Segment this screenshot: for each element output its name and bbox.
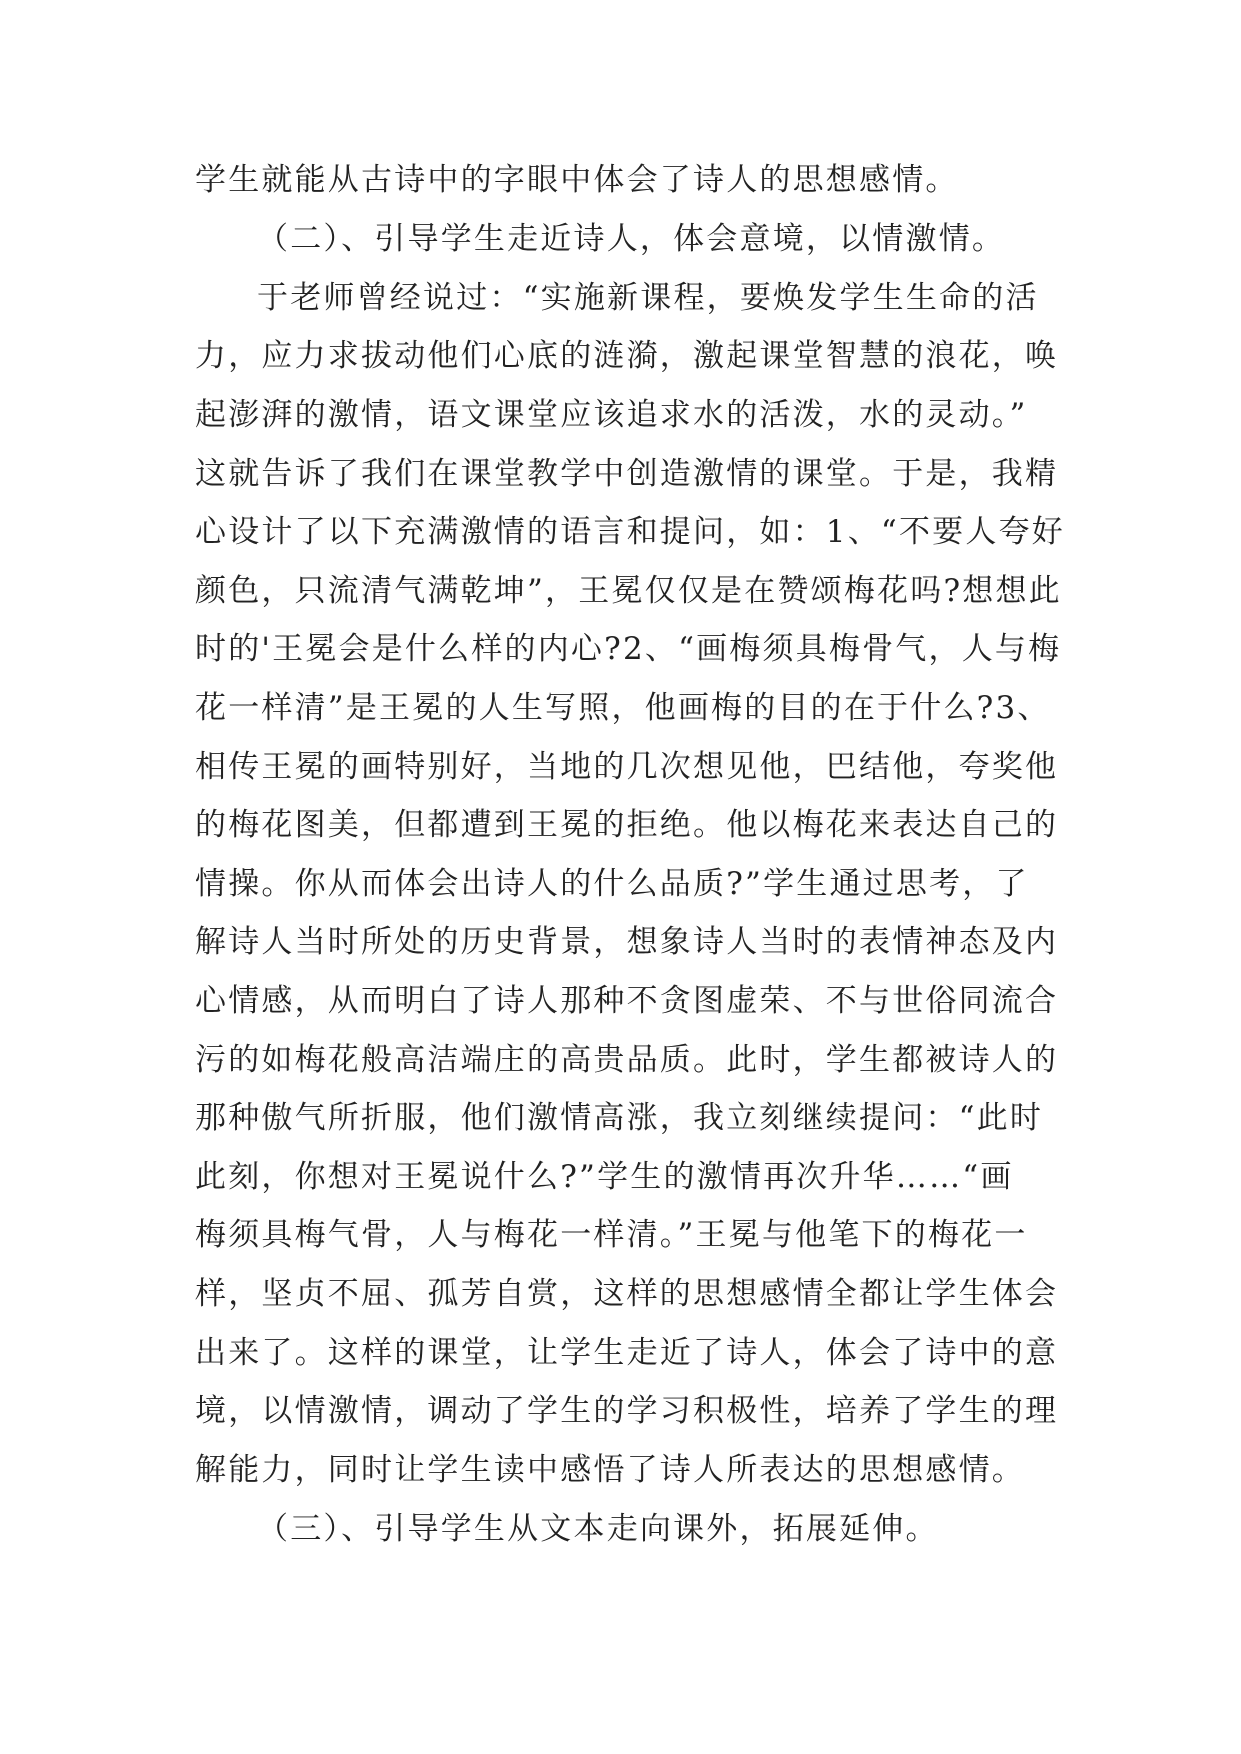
section-heading: （三）、引导学生从文本走向课外，拓展延伸。 <box>257 1511 939 1547</box>
text-line: 境，以情激情，调动了学生的学习积极性，培养了学生的理 <box>195 1393 1059 1429</box>
text-line: 解能力，同时让学生读中感悟了诗人所表达的思想感情。 <box>195 1452 1025 1488</box>
text-line: 力，应力求拔动他们心底的涟漪，激起课堂智慧的浪花，唤 <box>195 338 1059 374</box>
text-line: 这就告诉了我们在课堂教学中创造激情的课堂。于是，我精 <box>195 456 1059 492</box>
text-line: 样，坚贞不屈、孤芳自赏，这样的思想感情全都让学生体会 <box>195 1276 1059 1312</box>
text-line: 梅须具梅气骨，人与梅花一样清。”王冕与他笔下的梅花一 <box>195 1217 1028 1253</box>
text-line: 时的'王冕会是什么样的内心?2、“画梅须具梅骨气，人与梅 <box>195 631 1062 667</box>
text-line: 相传王冕的画特别好，当地的几次想见他，巴结他，夸奖他 <box>195 749 1059 785</box>
text-line: 情操。你从而体会出诗人的什么品质?”学生通过思考，了 <box>195 866 1029 902</box>
text-line: 心情感，从而明白了诗人那种不贪图虚荣、不与世俗同流合 <box>195 983 1059 1019</box>
text-line: 污的如梅花般高洁端庄的高贵品质。此时，学生都被诗人的 <box>195 1042 1059 1078</box>
text-line: 的梅花图美，但都遭到王冕的拒绝。他以梅花来表达自己的 <box>195 807 1059 843</box>
text-line: 出来了。这样的课堂，让学生走近了诗人，体会了诗中的意 <box>195 1335 1059 1371</box>
text-line: 那种傲气所折服，他们激情高涨，我立刻继续提问：“此时 <box>195 1100 1044 1136</box>
text-line: 心设计了以下充满激情的语言和提问，如：1、“不要人夸好 <box>195 514 1065 550</box>
text-line: 花一样清”是王冕的人生写照，他画梅的目的在于什么?3、 <box>195 690 1051 726</box>
text-line: 颜色，只流清气满乾坤”，王冕仅仅是在赞颂梅花吗?想想此 <box>195 573 1062 609</box>
section-heading: （二）、引导学生走近诗人，体会意境，以情激情。 <box>257 221 1006 257</box>
text-line: 解诗人当时所处的历史背景，想象诗人当时的表情神态及内 <box>195 924 1059 960</box>
text-line: 于老师曾经说过：“实施新课程，要焕发学生生命的活 <box>257 280 1039 316</box>
text-line: 起澎湃的激情，语文课堂应该追求水的活泼，水的灵动。” <box>195 397 1028 433</box>
text-line: 学生就能从古诗中的字眼中体会了诗人的思想感情。 <box>195 162 959 198</box>
text-line: 此刻，你想对王冕说什么?”学生的激情再次升华……“画 <box>195 1159 1014 1195</box>
